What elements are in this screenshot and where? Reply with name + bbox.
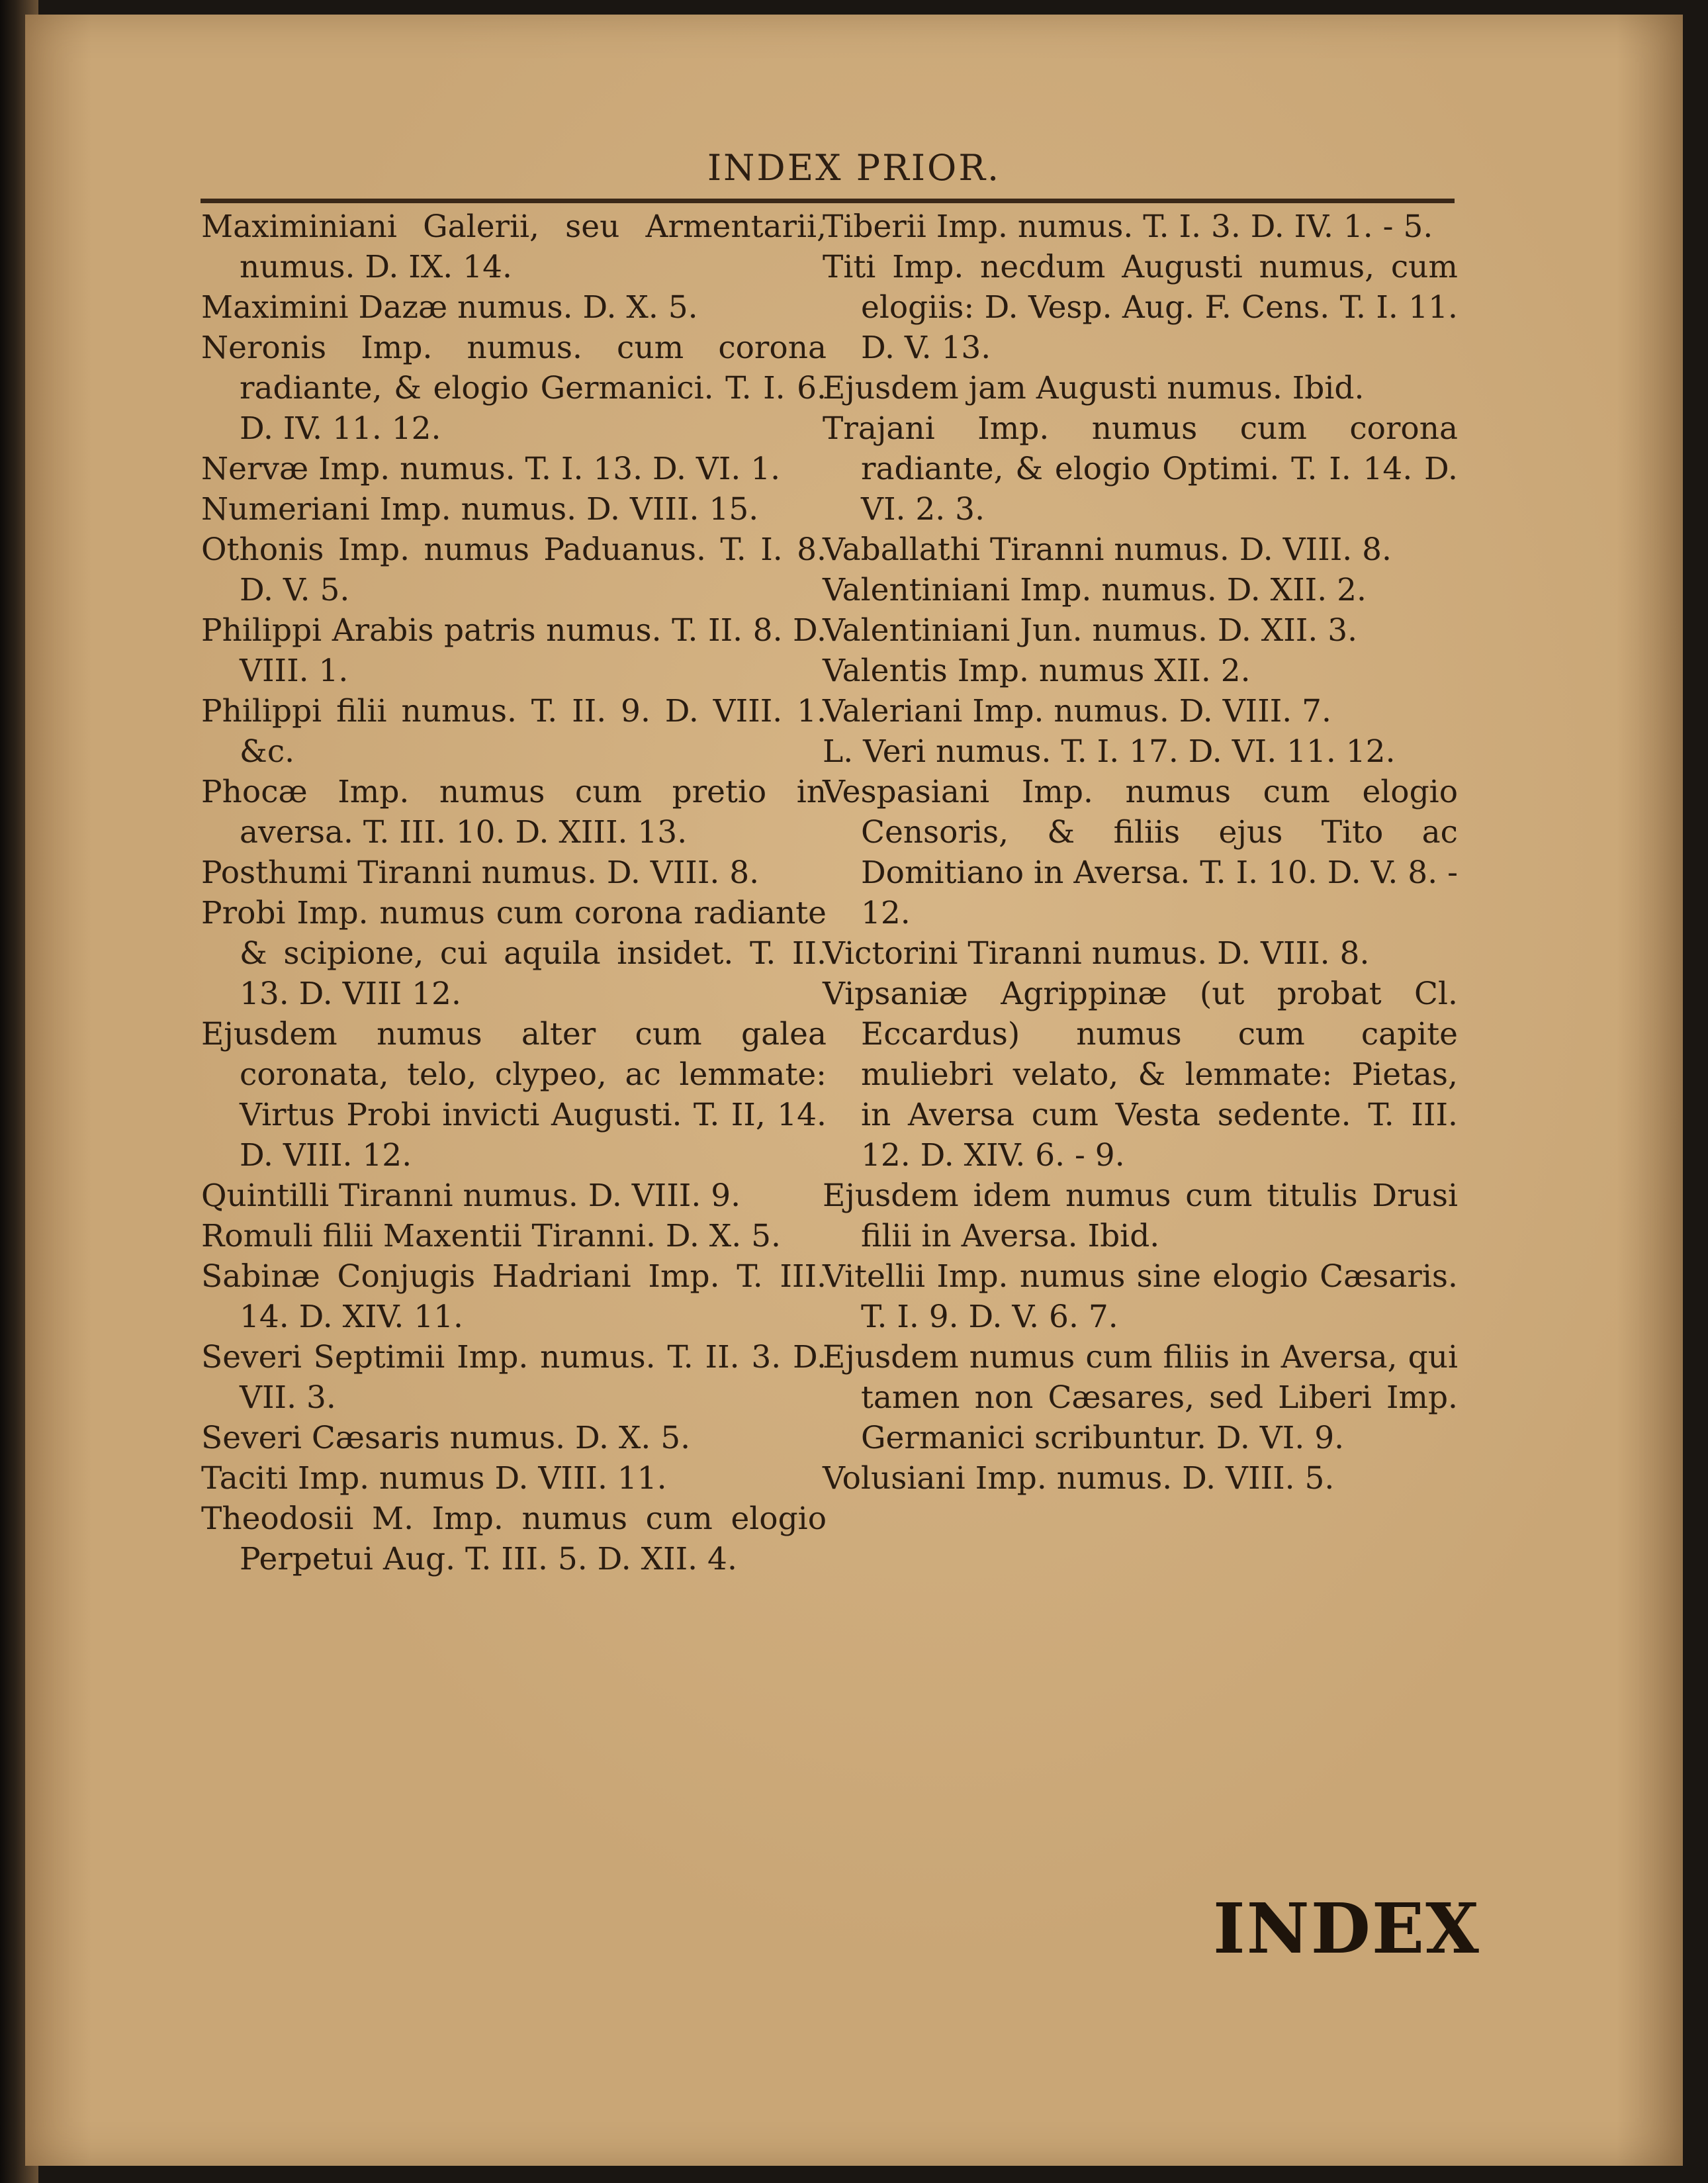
index-entry: Ejusdem jam Augusti numus. Ibid. [823,370,1365,406]
index-entry: Vespasiani Imp. numus cum elogio Censoris, & filiis ejus Tito ac Domitiano in Aversa. T. I. 10. D. V. 8. - 12. [823,774,1458,931]
index-entry: Othonis Imp. numus Paduanus. T. I. 8. D. V. 5. [201,532,827,608]
index-entry: Valentiniani Jun. numus. D. XII. 3. [823,612,1358,649]
left-column [201,207,827,1579]
index-entry: Theodosii M. Imp. numus cum elogio Perpetui Aug. T. III. 5. D. XII. 4. [201,1501,827,1577]
book-page [25,15,1683,2166]
index-entry: Valentiniani Imp. numus. D. XII. 2. [823,572,1367,608]
index-entry: Maximini Dazæ numus. D. X. 5. [201,289,698,326]
index-entry: Vaballathi Tiranni numus. D. VIII. 8. [823,532,1392,568]
index-entry: Ejusdem numus alter cum galea coronata, telo, clypeo, ac lemmate: Virtus Probi invicti Augusti. T. II, 14. D. VIII. 12. [201,1016,827,1174]
index-entry: Probi Imp. numus cum corona radiante & scipione, cui aquila insidet. T. II. 13. D. VIII 12. [201,895,827,1012]
index-entry: Ejusdem numus cum filiis in Aversa, qui tamen non Cæsares, sed Liberi Imp. Germanici scribuntur. D. VI. 9. [823,1339,1458,1456]
index-entry: Tiberii Imp. numus. T. I. 3. D. IV. 1. - 5. [823,209,1433,245]
right-column [823,207,1458,1499]
index-entry: Quintilli Tiranni numus. D. VIII. 9. [201,1178,741,1214]
index-entry: Valentis Imp. numus XII. 2. [823,653,1251,689]
index-entry: Taciti Imp. numus D. VIII. 11. [201,1460,667,1497]
index-entry: Maximiniani Galerii, seu Armentarii, numus. D. IX. 14. [201,209,827,285]
header-rule [201,199,1455,203]
index-entry: Ejusdem idem numus cum titulis Drusi filii in Aversa. Ibid. [823,1178,1458,1254]
running-head: INDEX PRIOR. [707,147,1001,189]
index-entry: Phocæ Imp. numus cum pretio in aversa. T. III. 10. D. XIII. 13. [201,774,827,851]
catchword: INDEX [1213,1888,1480,1969]
index-entry: Neronis Imp. numus. cum corona radiante, & elogio Germanici. T. I. 6. D. IV. 11. 12. [201,330,827,447]
index-entry: Philippi Arabis patris numus. T. II. 8. D. VIII. 1. [201,612,827,689]
index-entry: Sabinæ Conjugis Hadriani Imp. T. III. 14. D. XIV. 11. [201,1258,827,1335]
index-entry: Severi Cæsaris numus. D. X. 5. [201,1420,691,1456]
index-entry: L. Veri numus. T. I. 17. D. VI. 11. 12. [823,733,1396,770]
index-entry: Trajani Imp. numus cum corona radiante, & elogio Optimi. T. I. 14. D. VI. 2. 3. [823,410,1458,528]
index-entry: Numeriani Imp. numus. D. VIII. 15. [201,491,759,528]
index-entry: Vitellii Imp. numus sine elogio Cæsaris. T. I. 9. D. V. 6. 7. [823,1258,1458,1335]
index-entry: Nervæ Imp. numus. T. I. 13. D. VI. 1. [201,451,781,487]
index-entry: Severi Septimii Imp. numus. T. II. 3. D. VII. 3. [201,1339,827,1416]
index-entry: Valeriani Imp. numus. D. VIII. 7. [823,693,1331,729]
index-entry: Titi Imp. necdum Augusti numus, cum elogiis: D. Vesp. Aug. F. Cens. T. I. 11. D. V. 13. [823,249,1458,366]
index-entry: Posthumi Tiranni numus. D. VIII. 8. [201,855,760,891]
index-entry: Vipsaniæ Agrippinæ (ut probat Cl. Eccardus) numus cum capite muliebri velato, & lemmate: Pietas, in Aversa cum Vesta sedente. T. III. 12. D. XIV. 6. - 9. [823,976,1458,1174]
index-entry: Romuli filii Maxentii Tiranni. D. X. 5. [201,1218,781,1254]
index-entry: Volusiani Imp. numus. D. VIII. 5. [823,1460,1335,1497]
index-entry: Philippi filii numus. T. II. 9. D. VIII. 1. &c. [201,693,827,770]
index-entry: Victorini Tiranni numus. D. VIII. 8. [823,935,1370,972]
